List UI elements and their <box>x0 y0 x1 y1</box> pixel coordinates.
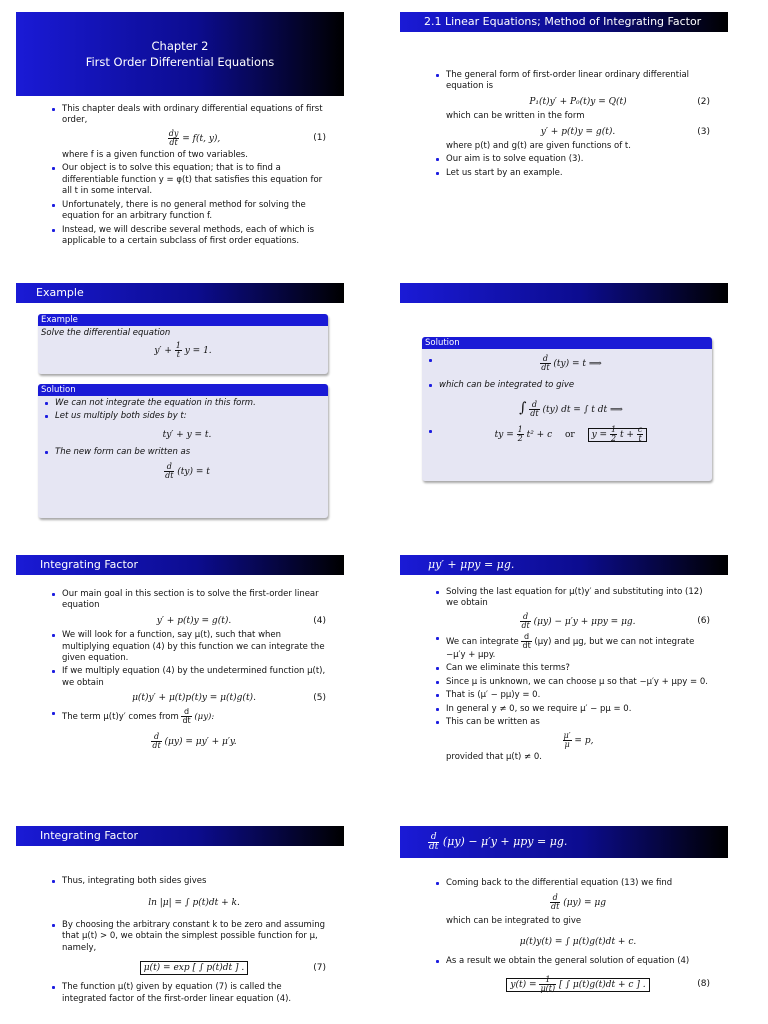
example-equation: y′ + $\frac{1}{t}$ y = 1. <box>154 341 212 360</box>
paragraph: where p(t) and g(t) are given functions of t. <box>446 140 631 151</box>
integrated-equation: μ(t)y(t) = ∫ μ(t)g(t)dt + c. <box>519 936 637 947</box>
chapter-title: First Order Differential Equations <box>85 55 275 70</box>
equation-3: y′ + p(t)y = g(t). (3) <box>540 126 710 137</box>
bullet: Coming back to the differential equation (13) we find $\frac{d}{dt}$ (μy) = μg <box>446 878 710 911</box>
equation-4: y′ + p(t)y = g(t). (4) <box>156 615 326 626</box>
bullet: Let us start by an example. <box>446 168 710 179</box>
equation-1-note: where f is a given function of two variables. <box>62 149 248 160</box>
paragraph: provided that μ(t) ≠ 0. <box>446 751 542 762</box>
bullet: Let us multiply both sides by t: ty′ + y = t. <box>55 411 319 441</box>
equation-2: P₁(t)y′ + P₀(t)y = Q(t) (2) <box>529 96 710 107</box>
slide-title-bar: $\frac{d}{dt}$ (μy) − μ′y + μpy = μg. <box>400 826 728 858</box>
bullet: The term μ(t)y′ comes from $\frac{d}{dt}$ (μy): $\frac{d}{dt}$ (μy) = μy′ + μ′y. <box>62 708 326 750</box>
bullet: The new form can be written as $\frac{d}{dt}$ (ty) = t <box>55 447 319 479</box>
product-rule-equation: $\frac{d}{dt}$ (μy) = μy′ + μ′y. <box>152 731 237 750</box>
bullet: The general form of first-order linear ordinary differential equation is P₁(t)y′ + P₀(t)y = Q(t) (2) <box>446 70 710 107</box>
equation: $\frac{d}{dt}$ (μy) = μg <box>550 893 607 912</box>
slide-chapter-2 <box>16 12 346 262</box>
bullet <box>439 355 703 372</box>
slide-title-bar: μy′ + μpy = μg. <box>400 555 728 575</box>
bullet: Since μ is unknown, we can choose μ so that −μ′y + μpy = 0. <box>446 677 710 688</box>
bullet: Our object is to solve this equation; that is to find a differentiable function y = φ(t) that satisfies this equation for all t in some interval. <box>62 163 326 197</box>
log-equation: ln |μ| = ∫ p(t)dt + k. <box>148 898 240 909</box>
solution-equation: $\frac{d}{dt}$ (ty) = t <box>165 461 210 480</box>
chapter-number: Chapter 2 <box>151 39 209 53</box>
example-text: Solve the differential equation <box>41 328 171 338</box>
solution-block-header: Solution <box>38 384 328 396</box>
bullet: Solving the last equation for μ(t)y′ and substituting into (12) we obtain $\frac{d}{dt}$ (μy) − μ′y + μpy = μg. (6) <box>446 587 710 630</box>
bullet: We will look for a function, say μ(t), such that when multiplying equation (4) by this function we can integrate the given equation. <box>62 630 325 664</box>
bullet: The function μ(t) given by equation (7) is called the integrated factor of the first-order linear equation (4). <box>62 982 326 1005</box>
equation-7: μ(t) = exp [ ∫ p(t)dt ] . (7) <box>62 962 326 974</box>
slide-title-bar <box>400 283 728 303</box>
slide-general-solution <box>400 826 730 1024</box>
solution-equation: $\frac{d}{dt}$ (ty) = t ⟹ <box>541 354 602 372</box>
slide-integrating-factor-1 <box>16 555 346 805</box>
bullet: Our aim is to solve equation (3). <box>446 154 710 165</box>
bullet: As a result we obtain the general solution of equation (4) y(t) = $\frac{1}{\mu(t)}$ [ ∫ μ(t)g(t)dt + c ] . (8) <box>446 956 710 993</box>
bullet: This chapter deals with ordinary differential equations of first order, $\frac{dy}{dt}$ = f(t, y), (1) where f is a given function of two variables. <box>62 104 326 160</box>
chapter-title-bar <box>16 12 344 96</box>
bullet: Unfortunately, there is no general method for solving the equation for an arbitrary function f. <box>62 200 326 223</box>
solution-equation: ∫ $\frac{d}{dt}$ (ty) dt = ∫ t dt ⟹ <box>519 400 623 419</box>
slide-mu-equation <box>400 555 730 805</box>
bullet: We can integrate $\frac{d}{dt}$ (μy) and μg, but we can not integrate −μ′y + μpy. <box>446 633 710 661</box>
slide-linear-equations <box>400 12 730 262</box>
slide-integrating-factor-2 <box>16 826 346 1024</box>
bullet: In general y ≠ 0, so we require μ′ − pμ = 0. <box>446 704 710 715</box>
bullet: By choosing the arbitrary constant k to be zero and assuming that μ(t) > 0, we obtain the simplest possible function for μ, namely, μ(t) = exp [ ∫ p(t)dt ] . (7) <box>62 919 326 974</box>
slide-title-bar: Example <box>16 283 344 303</box>
bullet: Instead, we will describe several methods, each of which is applicable to a certain subclass of first order equations. <box>62 225 326 248</box>
slide-example <box>16 283 346 533</box>
example-block-header: Example <box>38 314 328 326</box>
bullet: This can be written as $\frac{\mu'}{\mu}$ = p, <box>446 717 710 748</box>
solution-block <box>38 384 328 518</box>
slide-title-bar: Integrating Factor <box>16 555 344 575</box>
slide-title-bar: Integrating Factor <box>16 826 344 846</box>
paragraph: which can be written in the form <box>446 111 585 122</box>
bullet: which can be integrated to give ∫ $\frac{d}{dt}$ (ty) dt = ∫ t dt ⟹ <box>439 380 703 418</box>
bullet: That is (μ′ − pμ)y = 0. <box>446 690 710 701</box>
solution-final-equation: ty = $\frac{1}{2}$ t² + c or y = $\frac{1}{2}$ t + $\frac{c}{t}$ <box>439 426 703 443</box>
paragraph: which can be integrated to give <box>446 916 582 927</box>
bullet: Can we eliminate this terms? <box>446 663 710 674</box>
slide-solution-continued <box>400 283 730 533</box>
equation-6: $\frac{d}{dt}$ (μy) − μ′y + μpy = μg. (6) <box>521 611 710 630</box>
solution-block <box>422 337 712 481</box>
mu-ratio-equation: $\frac{\mu'}{\mu}$ = p, <box>563 730 594 749</box>
equation-8: y(t) = $\frac{1}{\mu(t)}$ [ ∫ μ(t)g(t)dt + c ] . (8) <box>446 976 710 993</box>
bullet <box>439 426 703 443</box>
solution-block-header: Solution <box>422 337 712 349</box>
equation-1: $\frac{dy}{dt}$ = f(t, y), (1) <box>168 128 326 147</box>
example-block <box>38 314 328 374</box>
slide-title-bar: 2.1 Linear Equations; Method of Integrating Factor <box>400 12 728 32</box>
equation-5: μ(t)y′ + μ(t)p(t)y = μ(t)g(t). (5) <box>132 693 326 704</box>
bullet: If we multiply equation (4) by the undetermined function μ(t), we obtain μ(t)y′ + μ(t)p(t)y = μ(t)g(t). (5) <box>62 666 326 704</box>
bullet: Our main goal in this section is to solve the first-order linear equation y′ + p(t)y = g(t). (4) <box>62 589 326 626</box>
bullet: Thus, integrating both sides gives ln |μ| = ∫ p(t)dt + k. <box>62 876 326 910</box>
solution-equation: ty′ + y = t. <box>162 429 212 440</box>
bullet: We can not integrate the equation in this form. <box>55 398 319 409</box>
